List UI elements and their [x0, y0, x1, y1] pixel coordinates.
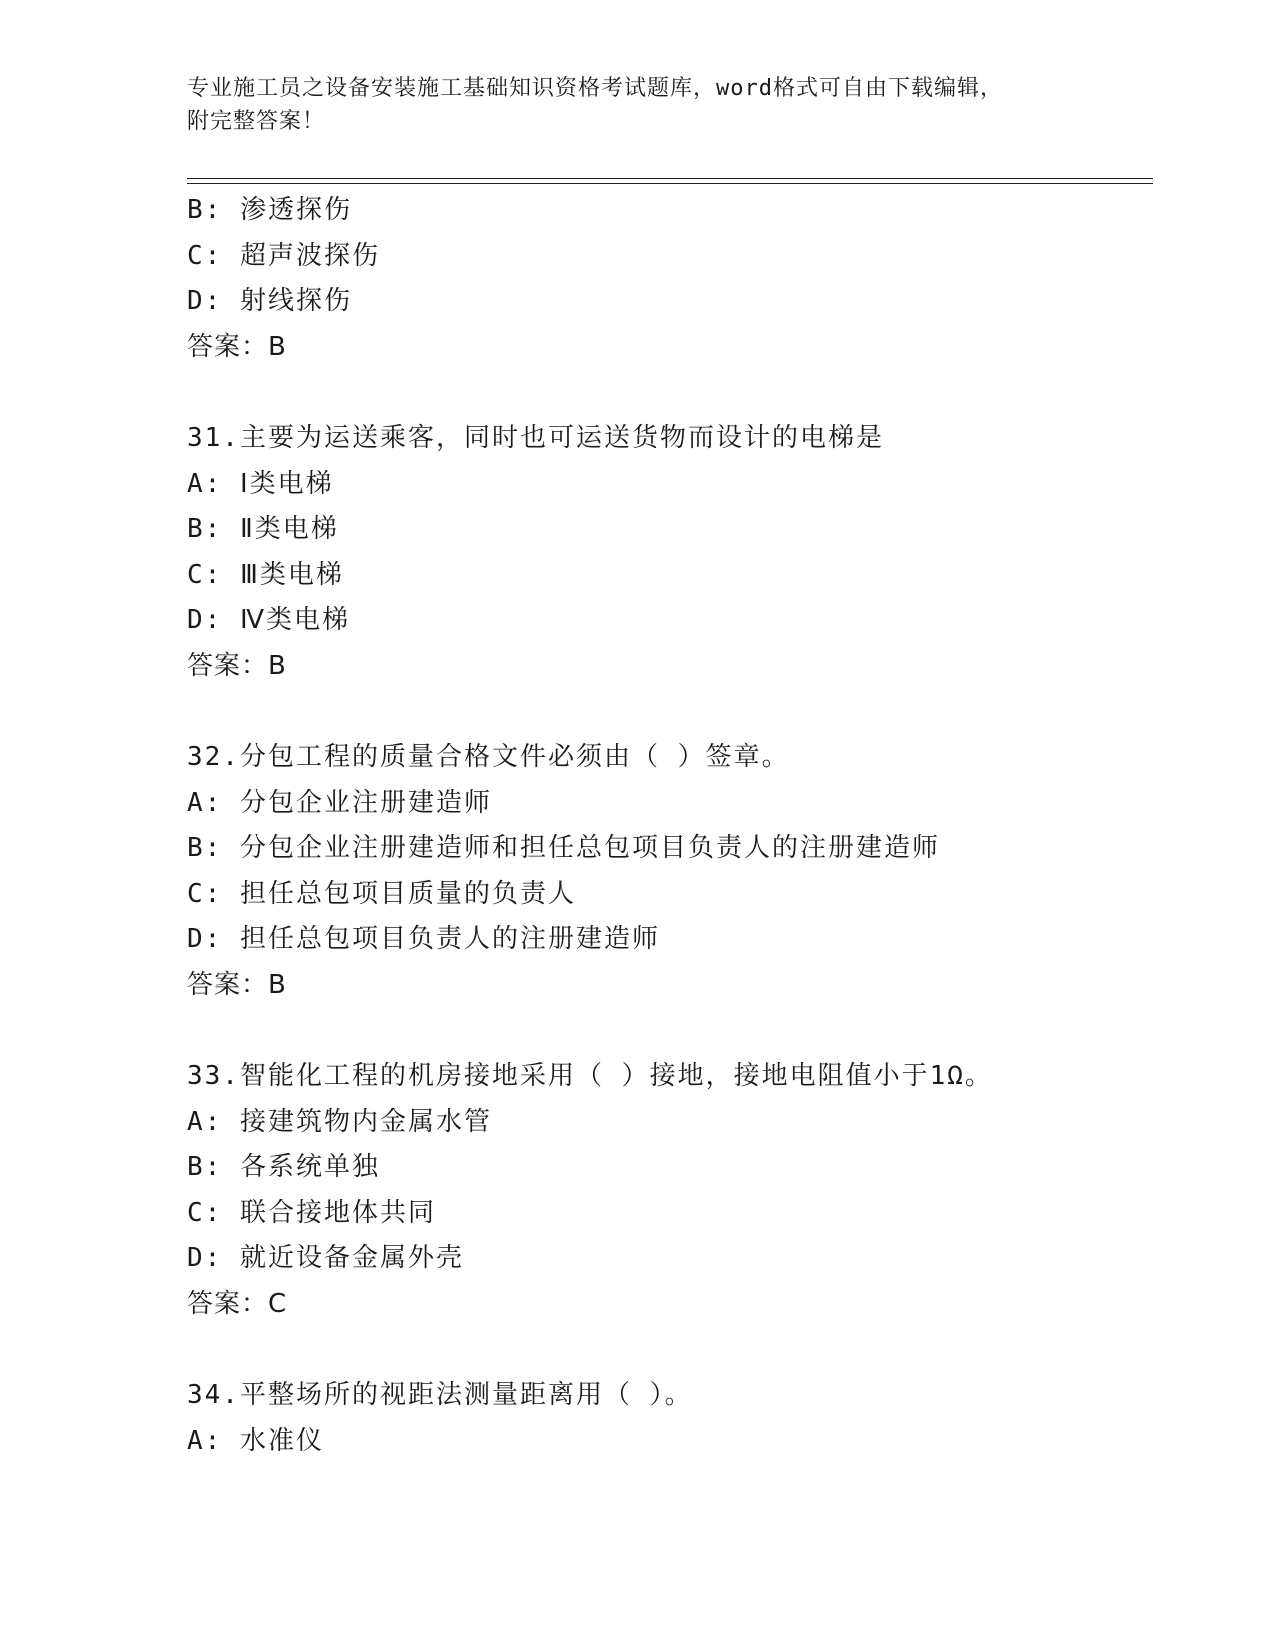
question-text: 34.平整场所的视距法测量距离用（ ）。: [187, 1380, 693, 1410]
option-item: D: 担任总包项目负责人的注册建造师: [187, 924, 660, 954]
block-spacer: [187, 1008, 1153, 1054]
option-item: A: Ⅰ类电梯: [187, 468, 334, 499]
option-item: C: 超声波探伤: [187, 240, 380, 271]
question-block: [187, 1054, 1153, 1327]
option-item: A: 分包企业注册建造师: [187, 787, 492, 818]
header-rule-top: [187, 178, 1153, 179]
header-line-1: 专业施工员之设备安装施工基础知识资格考试题库，word格式可自由下载编辑，: [187, 76, 1003, 101]
option-item: D: Ⅳ类电梯: [187, 605, 350, 635]
question-text: 32.分包工程的质量合格文件必须由（ ）签章。: [187, 742, 790, 772]
question-block: [187, 1373, 1153, 1464]
header-line-2: 附完整答案！: [187, 109, 326, 134]
question-list: [187, 188, 1153, 1464]
option-item: D: 就近设备金属外壳: [187, 1243, 464, 1273]
block-spacer: [187, 1327, 1153, 1373]
option-item: A: 接建筑物内金属水管: [187, 1106, 492, 1137]
option-item: B: Ⅱ类电梯: [187, 514, 339, 544]
header-rule-bottom: [187, 183, 1153, 184]
block-spacer: [187, 370, 1153, 416]
answer-text: 答案：B: [187, 650, 287, 681]
document-header: [187, 72, 1087, 138]
option-item: C: Ⅲ类电梯: [187, 559, 344, 590]
question-block: [187, 416, 1153, 689]
question-block: [187, 188, 1153, 370]
question-block: [187, 735, 1153, 1008]
option-item: B: 各系统单独: [187, 1152, 380, 1182]
block-spacer: [187, 689, 1153, 735]
question-text: 33.智能化工程的机房接地采用（ ）接地，接地电阻值小于1Ω。: [187, 1061, 993, 1091]
option-item: C: 联合接地体共同: [187, 1197, 436, 1228]
option-item: A: 水准仪: [187, 1425, 324, 1456]
answer-text: 答案：B: [187, 331, 287, 362]
answer-text: 答案：C: [187, 1288, 288, 1319]
answer-text: 答案：B: [187, 969, 287, 1000]
option-item: B: 分包企业注册建造师和担任总包项目负责人的注册建造师: [187, 833, 940, 863]
question-text: 31.主要为运送乘客，同时也可运送货物而设计的电梯是: [187, 423, 884, 453]
option-item: C: 担任总包项目质量的负责人: [187, 878, 576, 909]
option-item: B: 渗透探伤: [187, 195, 352, 225]
option-item: D: 射线探伤: [187, 286, 352, 316]
